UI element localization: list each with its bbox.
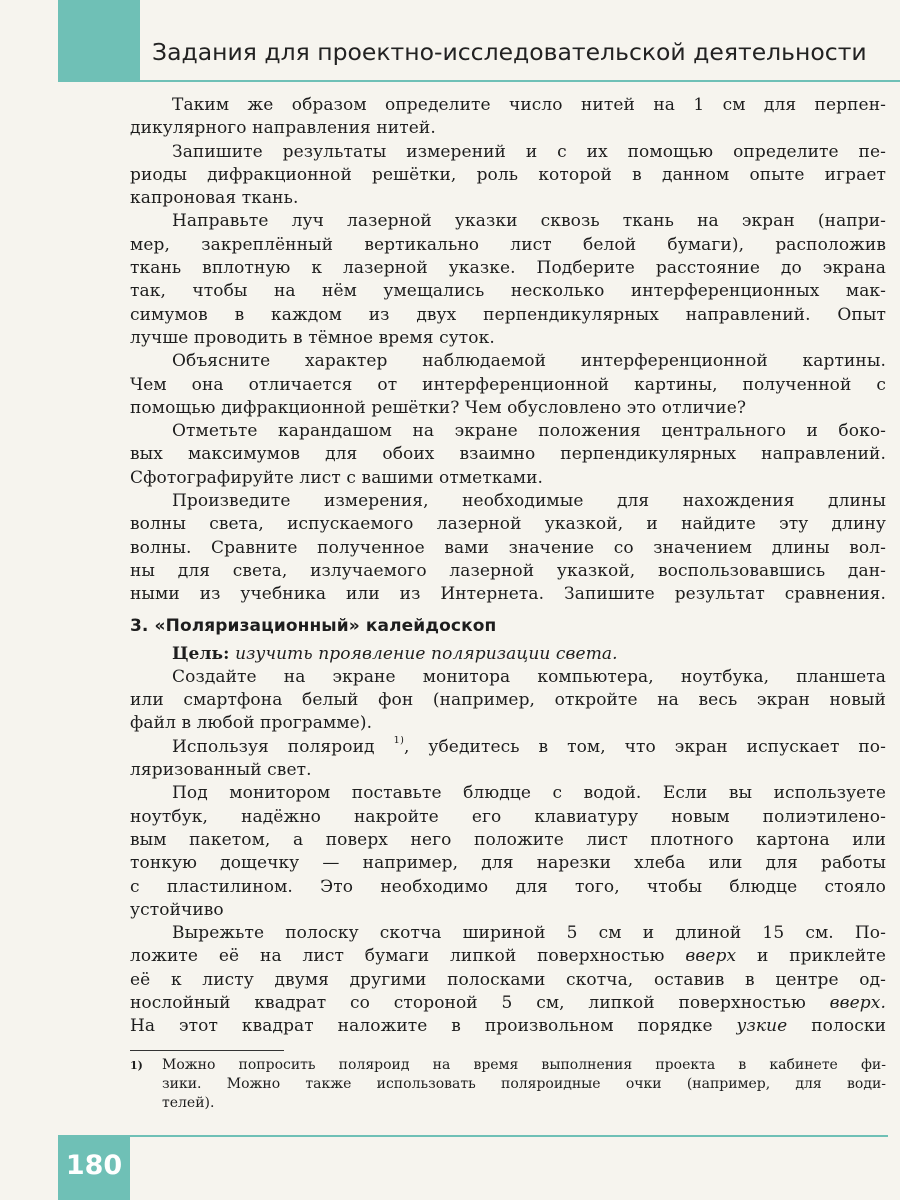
section-number: 3. [130, 615, 149, 636]
text-line: Произведите измерения, необходимые для нахождения длины [172, 491, 886, 512]
footnote-line: зики. Можно также использовать поляроидные очки (например, для води- [162, 1076, 886, 1092]
footnote [130, 1056, 886, 1113]
text-line: лучше проводить в тёмное время суток. [130, 327, 495, 348]
text-line: симумов в каждом из двух перпендикулярных направлений. Опыт [130, 304, 886, 325]
section-title: «Поляризационный» калейдоскоп [154, 615, 497, 636]
text-line: ляризованный свет. [130, 760, 312, 781]
text-line [130, 1015, 886, 1038]
page-number-box [58, 1137, 130, 1200]
text-line: Объясните характер наблюдаемой интерференционной картины. [172, 351, 886, 372]
text-line: ноутбук, надёжно накройте его клавиатуру новым полиэтилено- [130, 806, 886, 827]
text-line: помощью дифракционной решётки? Чем обусловлено это отличие? [130, 397, 747, 418]
text-fragment: и приклейте [757, 946, 886, 967]
text-line: Таким же образом определите число нитей на 1 см для перпен- [172, 95, 886, 115]
text-fragment: Используя поляроид [172, 736, 375, 757]
text-fragment: ложите её на лист бумаги липкой поверхностью [130, 946, 665, 967]
footer-rule [58, 1135, 888, 1137]
text-line [130, 945, 886, 968]
text-fragment: полоски [811, 1016, 886, 1037]
goal-text: изучить проявление поляризации света. [235, 643, 618, 664]
text-line: или смартфона белый фон (например, откройте на весь экран новый [130, 690, 886, 711]
text-line: Направьте луч лазерной указки сквозь ткань на экран (напри- [172, 211, 886, 232]
text-line: ны для света, излучаемого лазерной указкой, воспользовавшись дан- [130, 560, 886, 581]
footnote-rule [130, 1050, 284, 1051]
text-line: Вырежьте полоску скотча шириной 5 см и длиной 15 см. По- [172, 923, 886, 944]
header-tab-decoration [58, 0, 140, 82]
text-emphasis: вверх. [829, 992, 886, 1013]
text-line: Создайте на экране монитора компьютера, ноутбука, планшета [172, 666, 886, 687]
header-rule [58, 80, 900, 82]
page-number: 180 [65, 1150, 123, 1181]
text-line: ткань вплотную к лазерной указке. Подберите расстояние до экрана [130, 258, 886, 279]
text-fragment: нослойный квадрат со стороной 5 см, липкой поверхностью [130, 992, 806, 1013]
text-fragment: На этот квадрат наложите в произвольном порядке [130, 1016, 713, 1037]
footnote-mark: 1) [130, 1059, 143, 1072]
text-line: так, чтобы на нём умещались несколько интерференционных мак- [130, 281, 886, 302]
text-line: капроновая ткань. [130, 188, 299, 209]
text-line: вым пакетом, а поверх него положите лист плотного картона или [130, 829, 886, 850]
text-line: Сфотографируйте лист с вашими отметками. [130, 467, 544, 488]
text-fragment: , убедитесь в том, что экран испускает по- [403, 736, 886, 757]
page-header-title: Задания для проектно-исследовательской деятельности [152, 38, 867, 66]
text-line: файл в любой программе). [130, 713, 373, 734]
footnote-ref: 1) [393, 735, 404, 746]
text-line: с пластилином. Это необходимо для того, чтобы блюдце стояло [130, 876, 886, 897]
text-line: вых максимумов для обоих взаимно перпендикулярных направлений. [130, 444, 886, 465]
body-text [130, 94, 886, 1039]
text-emphasis: узкие [736, 1016, 788, 1037]
text-line: ными из учебника или из Интернета. Запишите результат сравнения. [130, 584, 886, 605]
text-line: её к листу двумя другими полосками скотча, оставив в центре од- [130, 969, 886, 990]
footnote-line: Можно попросить поляроид на время выполнения проекта в кабинете фи- [162, 1057, 886, 1073]
text-line: Отметьте карандашом на экране положения центрального и боко- [172, 421, 886, 442]
text-line: дикулярного направления нитей. [130, 118, 436, 139]
text-line: Чем она отличается от интерференционной картины, полученной с [130, 374, 886, 395]
section-heading [130, 609, 886, 643]
footnote-line: телей). [162, 1095, 215, 1111]
text-line: волны. Сравните полученное вами значение со значением длины вол- [130, 537, 886, 558]
text-line: Запишите результаты измерений и с их помощью определите пе- [172, 141, 886, 162]
text-line: Под монитором поставьте блюдце с водой. Если вы используете [172, 783, 886, 804]
text-line: устойчиво [130, 899, 224, 920]
text-line [130, 992, 886, 1015]
text-emphasis: вверх [685, 946, 737, 967]
text-line: волны света, испускаемого лазерной указкой, и найдите эту длину [130, 514, 886, 535]
text-line: риоды дифракционной решётки, роль которой в данном опыте играет [130, 164, 886, 185]
text-line [130, 736, 886, 759]
text-line: мер, закреплённый вертикально лист белой бумаги), расположив [130, 234, 886, 255]
text-line: тонкую дощечку — например, для нарезки хлеба или для работы [130, 853, 886, 874]
goal-line [130, 643, 886, 666]
goal-label: Цель: [172, 643, 230, 664]
